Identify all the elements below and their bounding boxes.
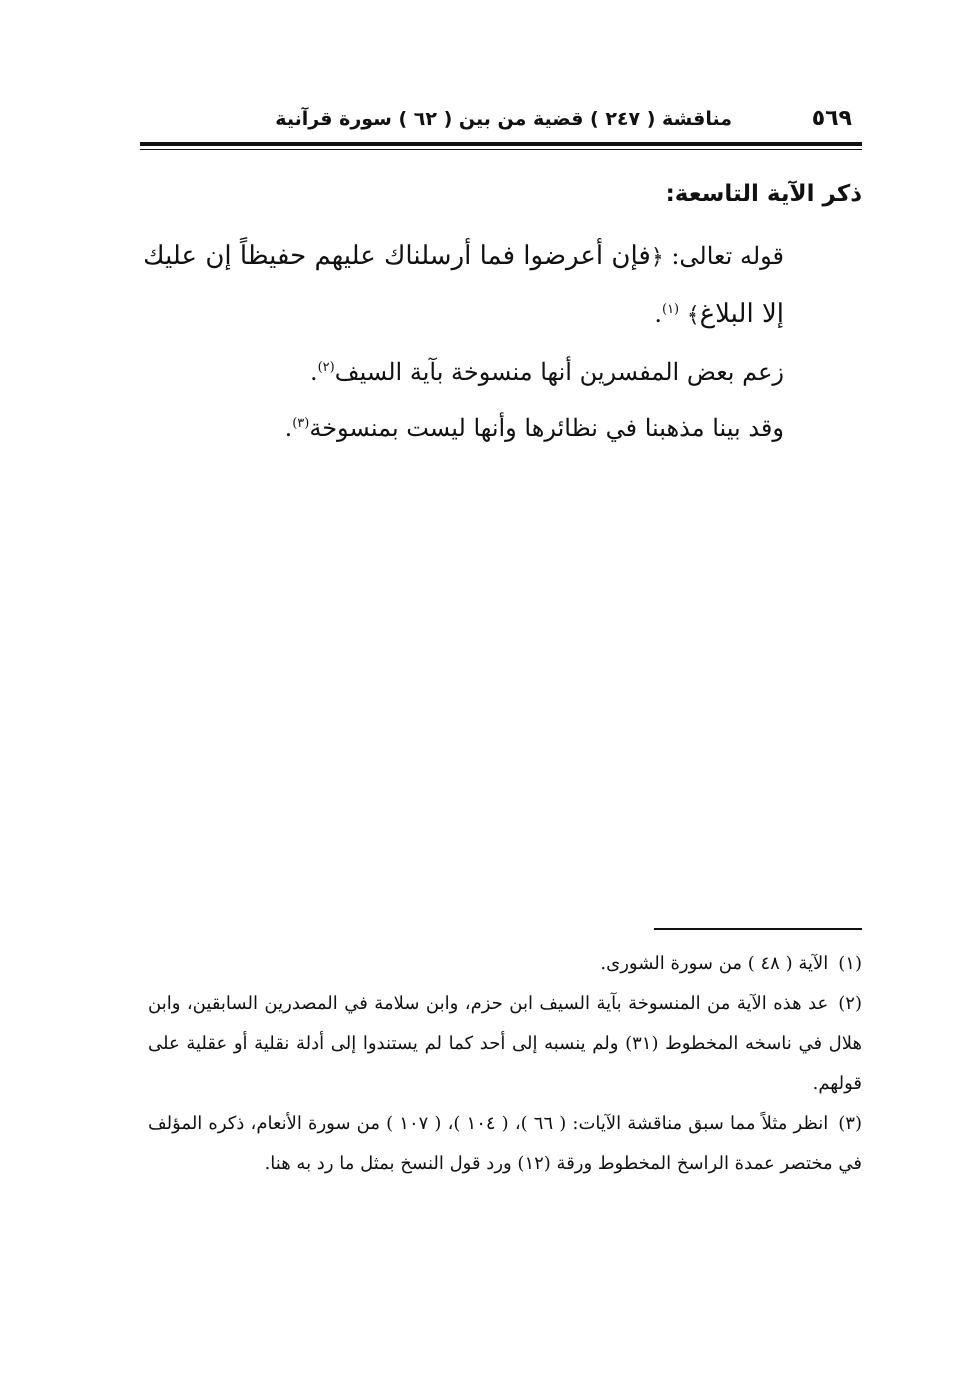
paragraph-3: [130, 400, 862, 456]
paragraph-2: [130, 344, 862, 400]
paragraph-3-text: وقد بينا مذهبنا في نظائرها وأنها ليست بمنسوخة: [309, 414, 784, 442]
paragraph-2-period: .: [309, 358, 318, 386]
page-number: ٥٦٩: [811, 106, 852, 131]
verse-period: .: [654, 300, 662, 328]
footnote-ref-1: (١): [661, 302, 680, 317]
footnote-2: [148, 984, 862, 1104]
footnote-ref-3: (٣): [292, 416, 310, 431]
main-text: [130, 174, 862, 456]
header-rule-thin: [140, 149, 862, 150]
footnote-number: (٣): [838, 1113, 862, 1134]
footnote-number: (٢): [838, 993, 862, 1014]
paragraph-3-period: .: [284, 414, 293, 442]
header-rule-thick: [140, 142, 862, 146]
quran-verse: فإن أعرضوا فما أرسلناك عليهم حفيظاً إن عليك إلا البلاغ: [143, 241, 784, 329]
verse-close-bracket: ﴾: [686, 303, 700, 328]
footnote-number: (١): [838, 953, 862, 974]
footnote-text: الآية ( ٤٨ ) من سورة الشورى.: [600, 953, 829, 974]
verse-open-bracket: ﴿: [650, 245, 664, 270]
verse-intro: قوله تعالى:: [671, 242, 784, 270]
paragraph-2-text: زعم بعض المفسرين أنها منسوخة بآية السيف: [334, 358, 784, 386]
footnote-1: [148, 944, 862, 984]
running-title: مناقشة ( ٢٤٧ ) قضية من بين ( ٦٢ ) سورة قرآنية: [275, 108, 732, 130]
footnote-text: انظر مثلاً مما سبق مناقشة الآيات: ( ٦٦ )، ( ١٠٤ )، ( ١٠٧ ) من سورة الأنعام، ذكره المؤلف في مختصر عمدة الراسخ المخطوط ورقة (١٢) ورد قول النسخ بمثل ما رد به هنا.: [148, 1113, 862, 1174]
footnote-text: عد هذه الآية من المنسوخة بآية السيف ابن حزم، وابن سلامة في المصدرين السابقين، وابن هلال في ناسخه المخطوط (٣١) ولم ينسبه إلى أحد كما لم يستندوا إلى أدلة نقلية أو عقلية على قولهم.: [148, 993, 862, 1094]
footnote-3: [148, 1104, 862, 1184]
page-header: [140, 104, 862, 144]
verse-paragraph: [130, 228, 862, 344]
footnote-ref-2: (٢): [317, 360, 335, 375]
footnote-separator: [654, 928, 862, 930]
footnotes: [148, 944, 862, 1184]
section-heading: ذكر الآية التاسعة:: [665, 181, 862, 207]
